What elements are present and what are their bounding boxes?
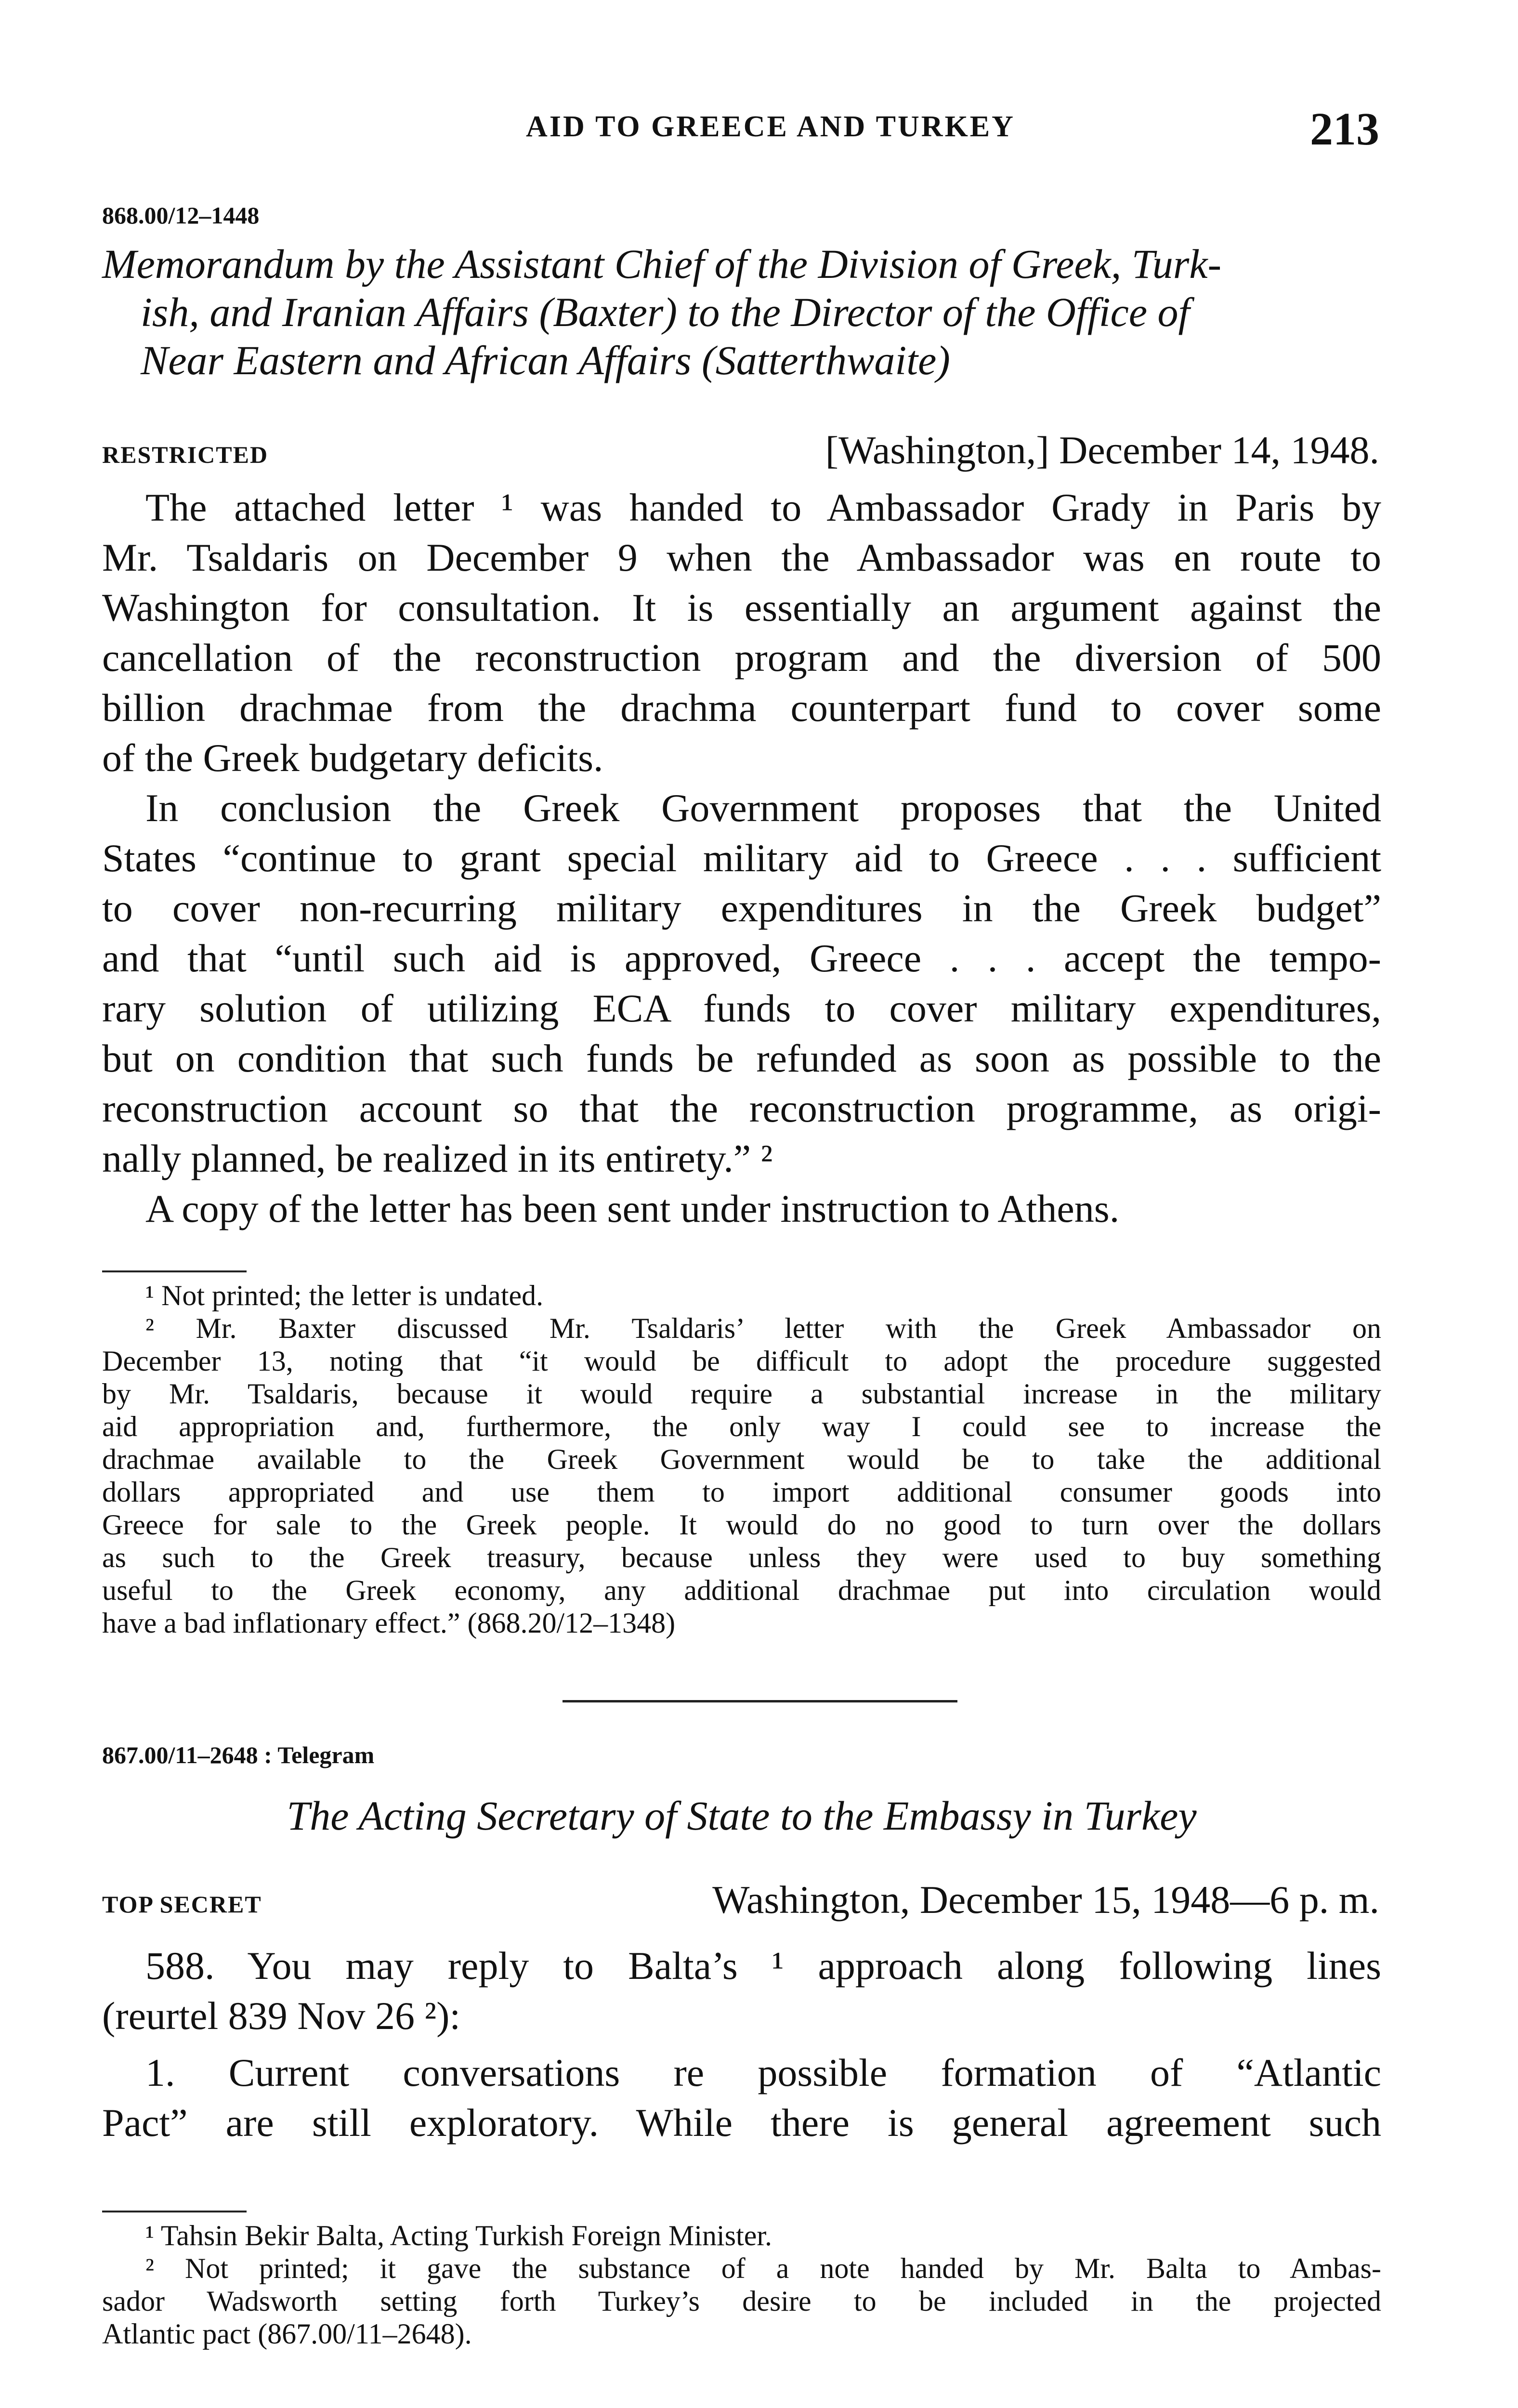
doc2-paragraph-2	[102, 2048, 1381, 2148]
text-line: nally planned, be realized in its entirety.” ²	[102, 1137, 773, 1180]
footnote-2-line: have a bad inflationary effect.” (868.20/12–1348)	[102, 1607, 676, 1639]
doc1-title-line: Near Eastern and African Affairs (Satterthwaite)	[141, 337, 950, 383]
footnote-2-line: December 13, noting that “it would be difficult to adopt the procedure suggested	[102, 1345, 1381, 1377]
text-line: (reurtel 839 Nov 26 ²):	[102, 1994, 461, 2038]
doc1-paragraph-3	[102, 1184, 1381, 1234]
footnote-2-line: dollars appropriated and use them to import additional consumer goods into	[102, 1476, 1381, 1508]
footnote-1: ¹ Tahsin Bekir Balta, Acting Turkish Foreign Minister.	[145, 2220, 772, 2251]
text-line: Washington for consultation. It is essentially an argument against the	[102, 586, 1381, 629]
doc2-paragraph-1	[102, 1941, 1381, 2041]
doc1-title-line: ish, and Iranian Affairs (Baxter) to the Director of the Office of	[141, 289, 1190, 335]
running-header: AID TO GREECE AND TURKEY	[526, 110, 1015, 143]
text-line: States “continue to grant special military aid to Greece . . . sufficient	[102, 836, 1381, 880]
text-line: billion drachmae from the drachma counterpart fund to cover some	[102, 686, 1381, 730]
doc1-title	[102, 240, 1383, 384]
text-line: cancellation of the reconstruction program and the diversion of 500	[102, 636, 1381, 680]
doc2-footnotes	[102, 2219, 1381, 2350]
doc2-classification: TOP SECRET	[102, 1891, 262, 1918]
text-line: Pact” are still exploratory. While there is general agreement such	[102, 2101, 1381, 2145]
doc1-paragraph-1	[102, 483, 1381, 783]
footnote-2-line: drachmae available to the Greek Government would be to take the additional	[102, 1443, 1381, 1475]
doc1-file-ref: 868.00/12–1448	[102, 202, 260, 229]
text-line: The attached letter ¹ was handed to Ambassador Grady in Paris by	[145, 485, 1381, 529]
text-line: 588. You may reply to Balta’s ¹ approach along following lines	[145, 1944, 1381, 1988]
doc2-body	[102, 1941, 1381, 2148]
text-line: reconstruction account so that the reconstruction programme, as origi-	[102, 1086, 1381, 1130]
text-line: of the Greek budgetary deficits.	[102, 736, 603, 780]
footnote-2-line: Greece for sale to the Greek people. It would do no good to turn over the dollars	[102, 1509, 1381, 1541]
text-line: In conclusion the Greek Government proposes that the United	[145, 786, 1381, 830]
text-line: but on condition that such funds be refunded as soon as possible to the	[102, 1036, 1381, 1080]
footnote-2-line: ² Not printed; it gave the substance of a note handed by Mr. Balta to Ambas-	[145, 2252, 1381, 2284]
footnote-2-line: sador Wadsworth setting forth Turkey’s desire to be included in the projected	[102, 2285, 1381, 2317]
doc2-file-ref: 867.00/11–2648 : Telegram	[102, 1741, 375, 1768]
footnote-2-line: useful to the Greek economy, any additional drachmae put into circulation would	[102, 1574, 1381, 1606]
doc1-title-line: Memorandum by the Assistant Chief of the Division of Greek, Turk-	[102, 241, 1222, 287]
text-line: and that “until such aid is approved, Greece . . . accept the tempo-	[102, 936, 1381, 980]
footnote-rule	[102, 1270, 247, 1272]
doc1-paragraph-2	[102, 783, 1381, 1184]
document-separator	[563, 1700, 957, 1702]
text-line: rary solution of utilizing ECA funds to cover military expenditures,	[102, 986, 1381, 1030]
doc1-dateline: [Washington,] December 14, 1948.	[825, 428, 1379, 472]
footnote-1: ¹ Not printed; the letter is undated.	[145, 1280, 544, 1311]
doc1-body	[102, 483, 1381, 1234]
doc1-classification: RESTRICTED	[102, 441, 269, 468]
doc1-footnotes	[102, 1279, 1381, 1639]
text-line: Mr. Tsaldaris on December 9 when the Ambassador was en route to	[102, 536, 1381, 579]
doc2-title: The Acting Secretary of State to the Embassy in Turkey	[287, 1793, 1197, 1839]
footnote-2-line: by Mr. Tsaldaris, because it would require a substantial increase in the military	[102, 1378, 1381, 1410]
text-line: to cover non-recurring military expenditures in the Greek budget”	[102, 886, 1381, 930]
text-line: A copy of the letter has been sent under instruction to Athens.	[145, 1187, 1120, 1230]
footnote-2-line: aid appropriation and, furthermore, the only way I could see to increase the	[102, 1411, 1381, 1442]
text-line: 1. Current conversations re possible formation of “Atlantic	[145, 2051, 1381, 2094]
footnote-2-line: Atlantic pact (867.00/11–2648).	[102, 2318, 472, 2350]
doc2-dateline: Washington, December 15, 1948—6 p. m.	[712, 1878, 1379, 1922]
page-number: 213	[1310, 103, 1379, 155]
footnote-2-line: ² Mr. Baxter discussed Mr. Tsaldaris’ letter with the Greek Ambassador on	[145, 1312, 1381, 1344]
footnote-2-line: as such to the Greek treasury, because unless they were used to buy something	[102, 1542, 1381, 1573]
footnote-rule	[102, 2211, 247, 2212]
